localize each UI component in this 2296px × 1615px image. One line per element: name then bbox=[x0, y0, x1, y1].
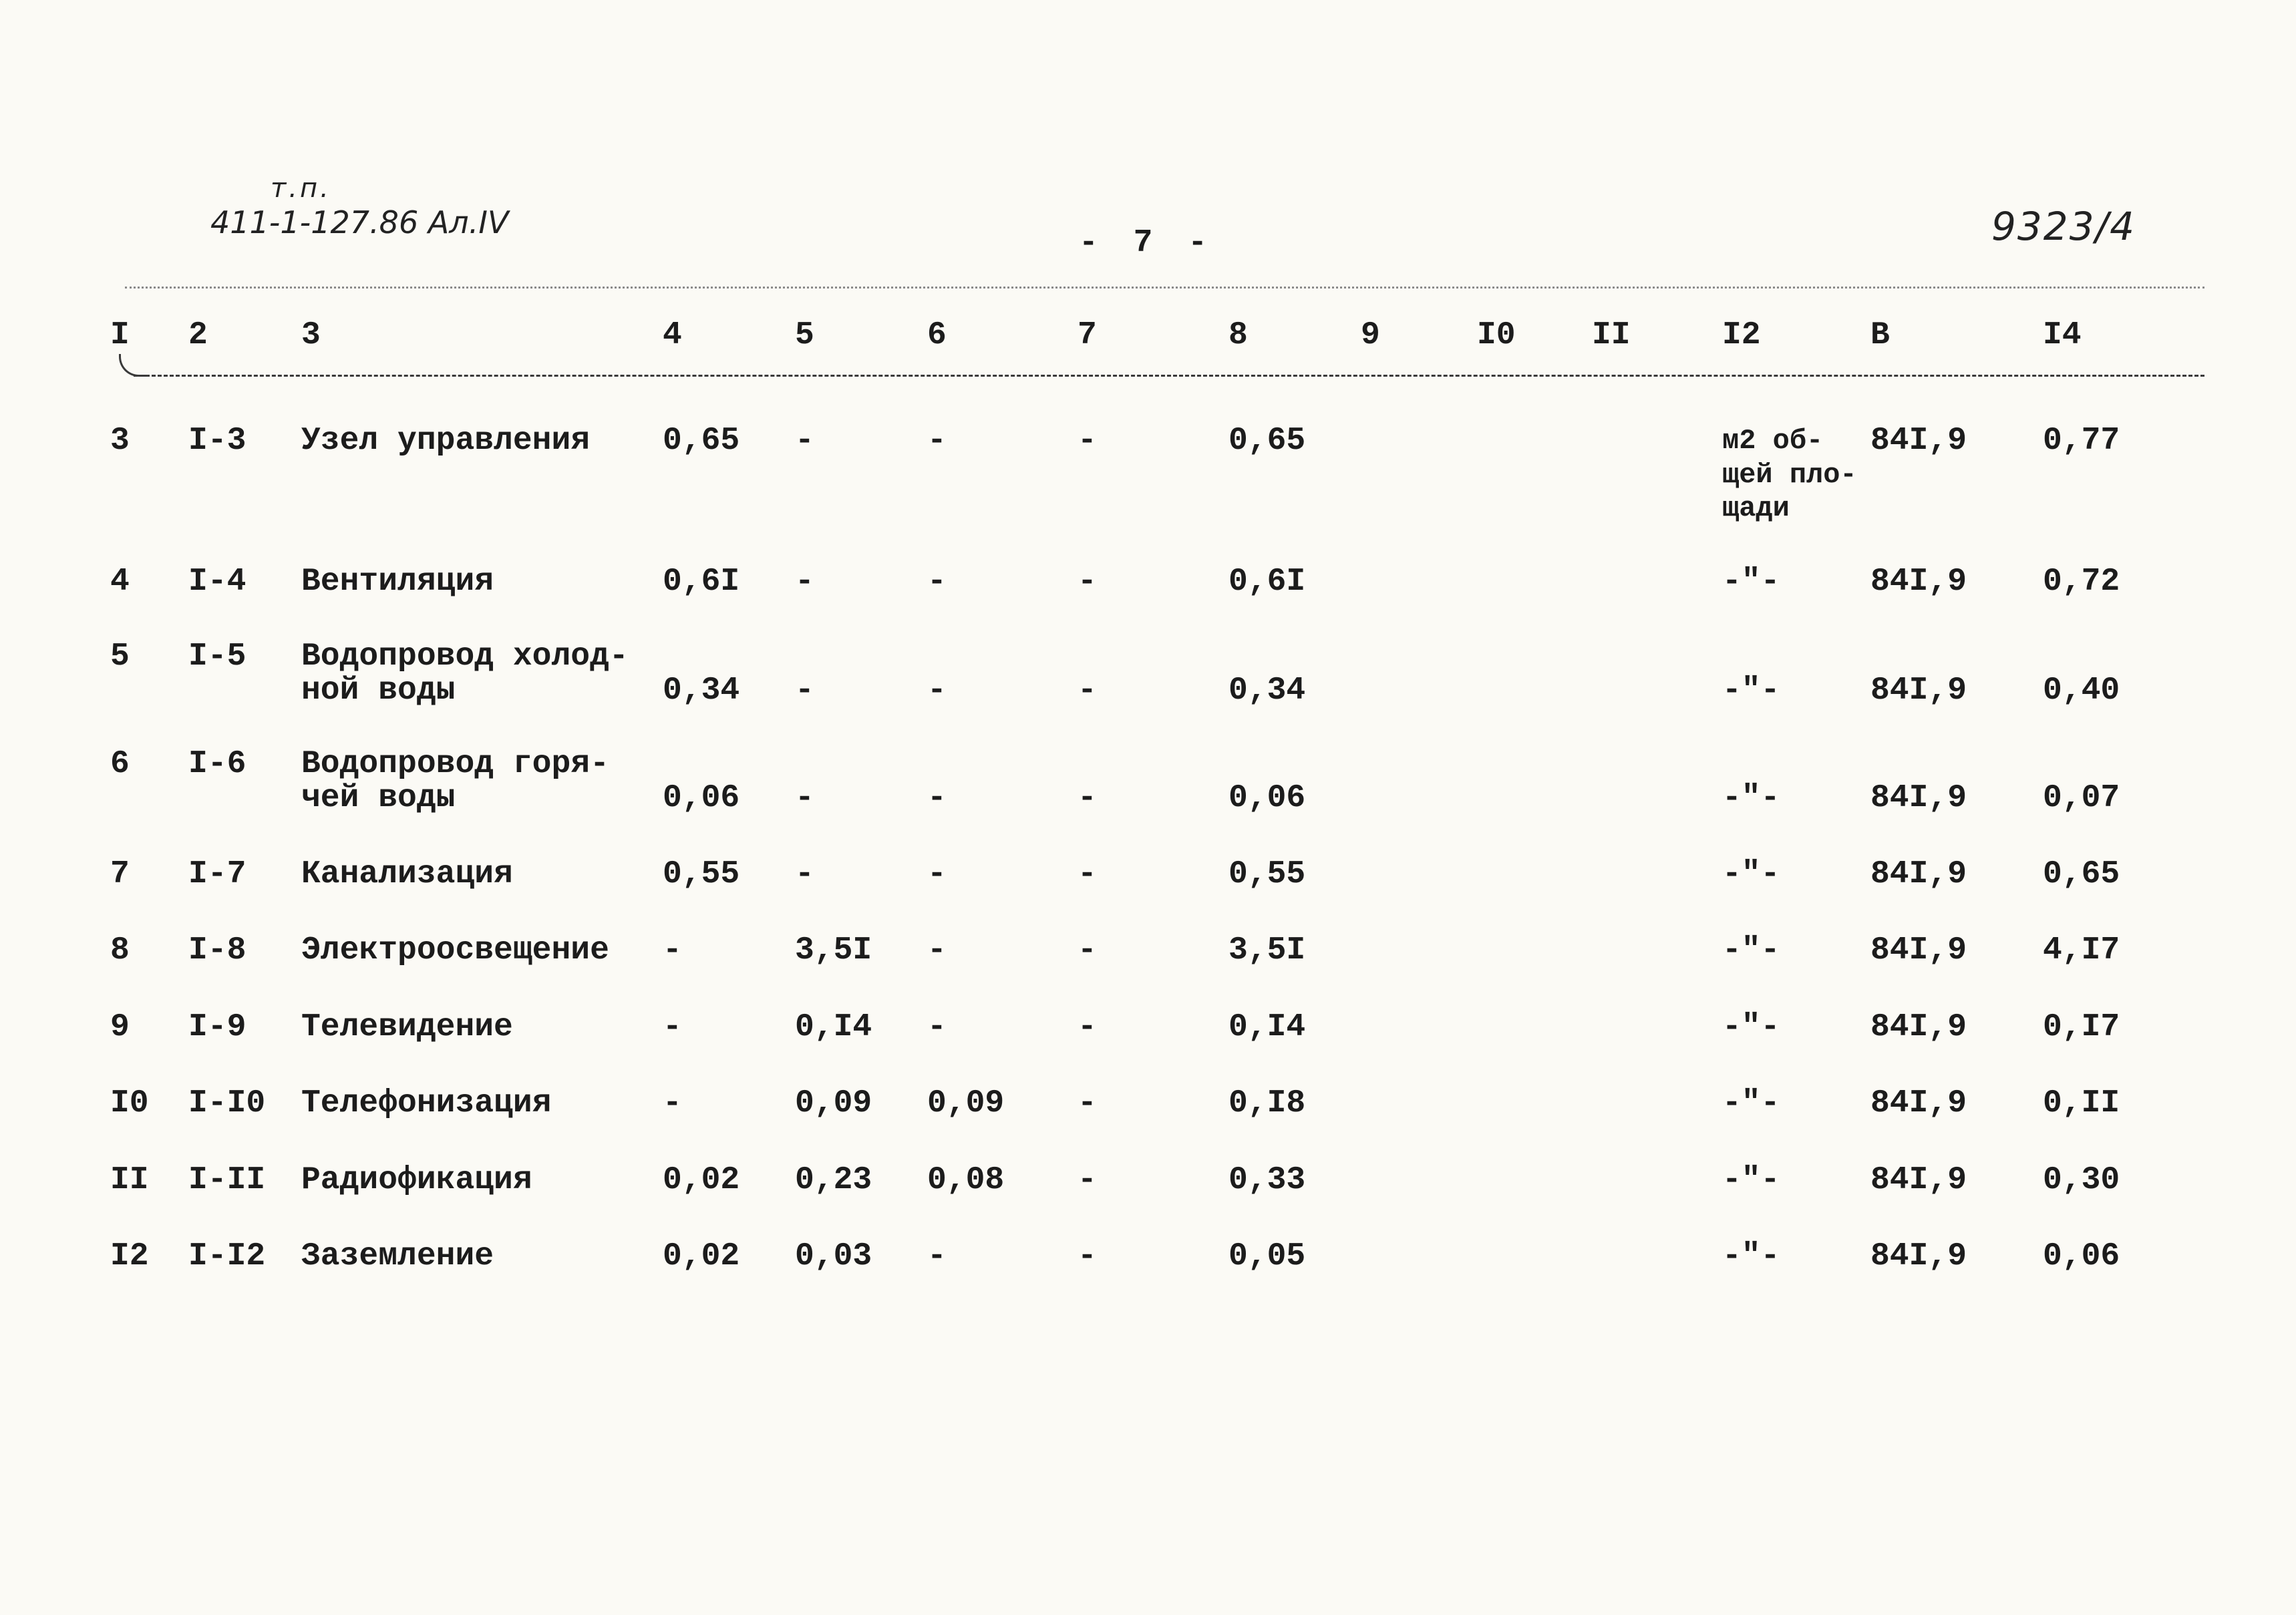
unit-col-12-line: -"- bbox=[1722, 1238, 1780, 1274]
section-name-line: Водопровод холод- bbox=[301, 639, 629, 675]
value-col-7: - bbox=[1078, 1162, 1097, 1198]
value-col-4: - bbox=[663, 1009, 682, 1045]
header-col-2: 2 bbox=[188, 317, 208, 353]
quantity-col-13: 84I,9 bbox=[1870, 673, 1967, 709]
page-number: - 7 - bbox=[1079, 225, 1216, 261]
header-col-3: 3 bbox=[301, 317, 321, 353]
value-col-6: - bbox=[927, 1009, 947, 1045]
quantity-col-13: 84I,9 bbox=[1870, 1238, 1967, 1274]
unit-col-12-line: -"- bbox=[1722, 856, 1780, 892]
table-header-row bbox=[0, 319, 2296, 426]
header-col-4: 4 bbox=[663, 317, 682, 353]
header-col-13: B bbox=[1870, 317, 1890, 353]
value-col-14: 0,I7 bbox=[2043, 1009, 2120, 1045]
section-name-line: Заземление bbox=[301, 1238, 494, 1274]
quantity-col-13: 84I,9 bbox=[1870, 1085, 1967, 1121]
section-name-line: Телевидение bbox=[301, 1009, 513, 1045]
value-col-8: 0,05 bbox=[1228, 1238, 1306, 1274]
value-col-14: 0,06 bbox=[2043, 1238, 2120, 1274]
header-col-6: 6 bbox=[927, 317, 947, 353]
value-col-7: - bbox=[1078, 780, 1097, 816]
value-col-7: - bbox=[1078, 1238, 1097, 1274]
header-col-8: 8 bbox=[1228, 317, 1248, 353]
value-col-4: 0,02 bbox=[663, 1162, 740, 1198]
value-col-6: - bbox=[927, 423, 947, 459]
header-rule bbox=[134, 375, 2204, 377]
value-col-4: 0,55 bbox=[663, 856, 740, 892]
value-col-8: 0,55 bbox=[1228, 856, 1306, 892]
header-col-5: 5 bbox=[795, 317, 814, 353]
row-number: 6 bbox=[110, 746, 130, 782]
section-code: I-3 bbox=[188, 423, 247, 459]
section-code: I-7 bbox=[188, 856, 247, 892]
value-col-5: - bbox=[795, 856, 814, 892]
archive-number: 9323/4 bbox=[1991, 204, 2136, 249]
value-col-8: 0,06 bbox=[1228, 780, 1306, 816]
value-col-8: 0,I8 bbox=[1228, 1085, 1306, 1121]
value-col-5: 0,23 bbox=[795, 1162, 872, 1198]
value-col-4: 0,34 bbox=[663, 673, 740, 709]
value-col-6: - bbox=[927, 856, 947, 892]
section-name-line: Радиофикация bbox=[301, 1162, 532, 1198]
header-col-1: I bbox=[110, 317, 130, 353]
unit-col-12-line: м2 об- bbox=[1722, 425, 1824, 457]
value-col-5: 0,I4 bbox=[795, 1009, 872, 1045]
row-number: I2 bbox=[110, 1238, 149, 1274]
quantity-col-13: 84I,9 bbox=[1870, 1162, 1967, 1198]
row-number: 7 bbox=[110, 856, 130, 892]
table-row bbox=[0, 425, 2296, 532]
table-row bbox=[0, 641, 2296, 747]
header-col-11: II bbox=[1592, 317, 1631, 353]
value-col-8: 0,65 bbox=[1228, 423, 1306, 459]
section-name-line: чей воды bbox=[301, 780, 456, 816]
quantity-col-13: 84I,9 bbox=[1870, 423, 1967, 459]
table-row bbox=[0, 1240, 2296, 1347]
value-col-8: 0,I4 bbox=[1228, 1009, 1306, 1045]
value-col-8: 0,6I bbox=[1228, 564, 1306, 600]
value-col-5: - bbox=[795, 564, 814, 600]
value-col-8: 3,5I bbox=[1228, 932, 1306, 968]
header-col-12: I2 bbox=[1722, 317, 1761, 353]
row-number: 3 bbox=[110, 423, 130, 459]
value-col-5: - bbox=[795, 780, 814, 816]
row-number: II bbox=[110, 1162, 149, 1198]
value-col-4: 0,6I bbox=[663, 564, 740, 600]
section-code: I-I2 bbox=[188, 1238, 266, 1274]
value-col-8: 0,34 bbox=[1228, 673, 1306, 709]
row-number: 9 bbox=[110, 1009, 130, 1045]
section-code: I-9 bbox=[188, 1009, 247, 1045]
section-code: I-4 bbox=[188, 564, 247, 600]
section-code: I-8 bbox=[188, 932, 247, 968]
section-code: I-II bbox=[188, 1162, 266, 1198]
table-row bbox=[0, 748, 2296, 855]
project-code: 411-1-127.86 Ал.IV bbox=[210, 204, 509, 240]
value-col-7: - bbox=[1078, 856, 1097, 892]
value-col-6: - bbox=[927, 1238, 947, 1274]
value-col-6: - bbox=[927, 932, 947, 968]
value-col-6: - bbox=[927, 673, 947, 709]
section-name-line: Вентиляция bbox=[301, 564, 494, 600]
value-col-14: 4,I7 bbox=[2043, 932, 2120, 968]
section-code: I-5 bbox=[188, 639, 247, 675]
header-col-10: I0 bbox=[1477, 317, 1516, 353]
section-name-line: Узел управления bbox=[301, 423, 591, 459]
value-col-7: - bbox=[1078, 673, 1097, 709]
unit-col-12-line: -"- bbox=[1722, 932, 1780, 968]
value-col-7: - bbox=[1078, 1009, 1097, 1045]
quantity-col-13: 84I,9 bbox=[1870, 856, 1967, 892]
value-col-4: 0,02 bbox=[663, 1238, 740, 1274]
quantity-col-13: 84I,9 bbox=[1870, 1009, 1967, 1045]
section-code: I-6 bbox=[188, 746, 247, 782]
value-col-14: 0,II bbox=[2043, 1085, 2120, 1121]
value-col-14: 0,30 bbox=[2043, 1162, 2120, 1198]
row-number: 5 bbox=[110, 639, 130, 675]
row-number: I0 bbox=[110, 1085, 149, 1121]
value-col-14: 0,77 bbox=[2043, 423, 2120, 459]
unit-col-12-line: -"- bbox=[1722, 780, 1780, 816]
unit-col-12-line: -"- bbox=[1722, 564, 1780, 600]
unit-col-12-line: щей пло- bbox=[1722, 459, 1857, 491]
value-col-4: 0,65 bbox=[663, 423, 740, 459]
section-code: I-I0 bbox=[188, 1085, 266, 1121]
value-col-6: - bbox=[927, 780, 947, 816]
value-col-5: 3,5I bbox=[795, 932, 872, 968]
value-col-7: - bbox=[1078, 423, 1097, 459]
unit-col-12-line: -"- bbox=[1722, 673, 1780, 709]
header-col-7: 7 bbox=[1078, 317, 1097, 353]
unit-col-12-line: -"- bbox=[1722, 1009, 1780, 1045]
quantity-col-13: 84I,9 bbox=[1870, 780, 1967, 816]
quantity-col-13: 84I,9 bbox=[1870, 564, 1967, 600]
value-col-8: 0,33 bbox=[1228, 1162, 1306, 1198]
value-col-4: - bbox=[663, 1085, 682, 1121]
value-col-6: 0,08 bbox=[927, 1162, 1005, 1198]
value-col-14: 0,72 bbox=[2043, 564, 2120, 600]
section-name-line: Телефонизация bbox=[301, 1085, 552, 1121]
value-col-14: 0,07 bbox=[2043, 780, 2120, 816]
value-col-7: - bbox=[1078, 1085, 1097, 1121]
section-name-line: Водопровод горя- bbox=[301, 746, 609, 782]
unit-col-12-line: -"- bbox=[1722, 1085, 1780, 1121]
section-name-line: Электроосвещение bbox=[301, 932, 609, 968]
value-col-6: - bbox=[927, 564, 947, 600]
series-mark: т.п. bbox=[271, 173, 331, 204]
row-number: 4 bbox=[110, 564, 130, 600]
row-number: 8 bbox=[110, 932, 130, 968]
value-col-7: - bbox=[1078, 932, 1097, 968]
top-rule bbox=[125, 287, 2204, 289]
section-name-line: Канализация bbox=[301, 856, 513, 892]
value-col-14: 0,65 bbox=[2043, 856, 2120, 892]
value-col-6: 0,09 bbox=[927, 1085, 1005, 1121]
value-col-5: 0,09 bbox=[795, 1085, 872, 1121]
value-col-7: - bbox=[1078, 564, 1097, 600]
value-col-14: 0,40 bbox=[2043, 673, 2120, 709]
value-col-5: - bbox=[795, 423, 814, 459]
unit-col-12-line: щади bbox=[1722, 492, 1790, 524]
value-col-4: 0,06 bbox=[663, 780, 740, 816]
quantity-col-13: 84I,9 bbox=[1870, 932, 1967, 968]
value-col-4: - bbox=[663, 932, 682, 968]
section-name-line: ной воды bbox=[301, 673, 456, 709]
header-col-14: I4 bbox=[2043, 317, 2082, 353]
value-col-5: 0,03 bbox=[795, 1238, 872, 1274]
header-col-9: 9 bbox=[1361, 317, 1380, 353]
unit-col-12-line: -"- bbox=[1722, 1162, 1780, 1198]
value-col-5: - bbox=[795, 673, 814, 709]
